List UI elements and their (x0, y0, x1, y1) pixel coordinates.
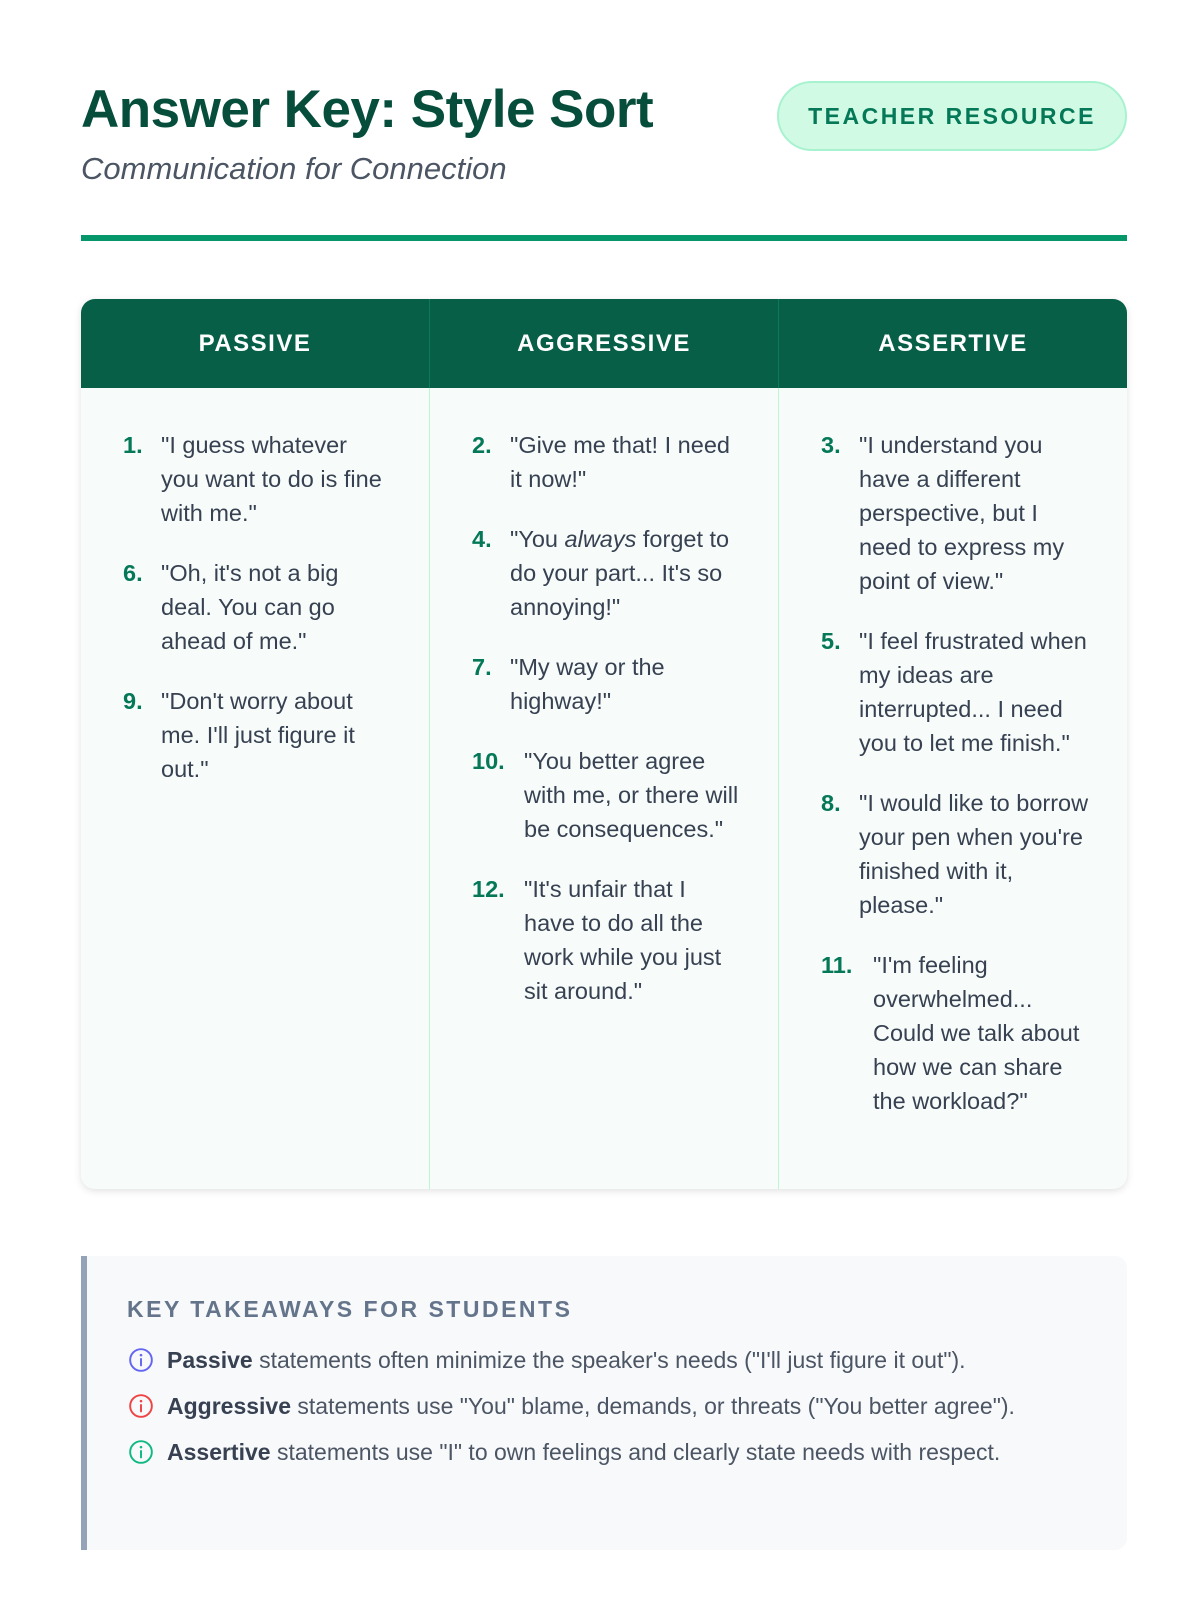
list-item (123, 684, 391, 786)
item-quote: "You better agree with me, or there will be consequences." (524, 748, 739, 842)
list-item (821, 428, 1089, 598)
item-number: 5. (821, 628, 841, 654)
item-number: 4. (472, 526, 492, 552)
takeaways-title: KEY TAKEAWAYS FOR STUDENTS (127, 1296, 573, 1322)
item-number: 8. (821, 790, 841, 816)
quote-post: forget to do your part... It's so annoying!" (510, 526, 730, 620)
takeaway-style-label: Assertive (167, 1439, 271, 1465)
item-number: 12. (472, 876, 505, 902)
list-item (821, 624, 1089, 760)
passive-column (81, 388, 430, 1189)
page-title: Answer Key: Style Sort (81, 80, 654, 139)
list-item (123, 428, 391, 530)
takeaway-description: statements use "You" blame, demands, or threats ("You better agree"). (291, 1393, 1015, 1419)
column-header-assertive: ASSERTIVE (878, 329, 1028, 357)
item-quote: "I guess whatever you want to do is fine with me." (161, 432, 382, 526)
teacher-resource-badge: TEACHER RESOURCE (777, 81, 1127, 151)
takeaway-item-assertive (127, 1435, 1087, 1469)
table-body (81, 388, 1127, 1189)
item-number: 10. (472, 748, 505, 774)
list-item (472, 428, 740, 496)
item-number: 1. (123, 432, 143, 458)
item-number: 7. (472, 654, 492, 680)
list-item (821, 948, 1089, 1118)
item-number: 6. (123, 560, 143, 586)
list-item (472, 522, 740, 624)
column-header-passive: PASSIVE (81, 299, 430, 388)
list-item (821, 786, 1089, 922)
aggressive-column (430, 388, 779, 1189)
assertive-column (779, 388, 1127, 1189)
quote-emphasis: always (564, 526, 637, 552)
info-icon (127, 1389, 155, 1423)
header (81, 78, 1127, 188)
list-item (472, 872, 740, 1008)
style-sort-table (81, 299, 1127, 1189)
header-divider (81, 235, 1127, 241)
takeaway-text (167, 1435, 1000, 1469)
list-item (123, 556, 391, 658)
table-header (81, 299, 1127, 388)
item-quote: "It's unfair that I have to do all the work while you just sit around." (524, 876, 722, 1004)
item-quote: "I'm feeling overwhelmed... Could we talk about how we can share the workload?" (873, 952, 1080, 1114)
takeaway-description: statements use "I" to own feelings and clearly state needs with respect. (270, 1439, 1001, 1465)
item-number: 3. (821, 432, 841, 458)
key-takeaways-box (81, 1256, 1127, 1550)
item-quote (510, 522, 740, 624)
item-number: 2. (472, 432, 492, 458)
page-subtitle: Communication for Connection (81, 151, 507, 186)
takeaway-text (167, 1343, 966, 1377)
quote-pre: "You (510, 526, 565, 552)
item-quote: "Don't worry about me. I'll just figure it out." (161, 688, 355, 782)
item-quote: "Oh, it's not a big deal. You can go ahead of me." (161, 560, 339, 654)
list-item (472, 650, 740, 718)
item-number: 9. (123, 688, 143, 714)
item-quote: "Give me that! I need it now!" (510, 432, 730, 492)
item-quote: "I would like to borrow your pen when you're finished with it, please." (859, 790, 1089, 918)
item-quote: "I understand you have a different perspective, but I need to express my point of view." (859, 432, 1065, 594)
takeaway-description: statements often minimize the speaker's needs ("I'll just figure it out"). (252, 1347, 966, 1373)
takeaway-text (167, 1389, 1015, 1423)
takeaway-style-label: Passive (167, 1347, 253, 1373)
list-item (472, 744, 740, 846)
item-quote: "My way or the highway!" (510, 654, 665, 714)
info-icon (127, 1435, 155, 1469)
column-header-aggressive: AGGRESSIVE (430, 299, 779, 388)
item-number: 11. (821, 952, 853, 978)
info-icon (127, 1343, 155, 1377)
item-quote: "I feel frustrated when my ideas are interrupted... I need you to let me finish." (859, 628, 1087, 756)
takeaway-item-aggressive (127, 1389, 1087, 1423)
takeaway-style-label: Aggressive (167, 1393, 292, 1419)
takeaway-item-passive (127, 1343, 1087, 1377)
